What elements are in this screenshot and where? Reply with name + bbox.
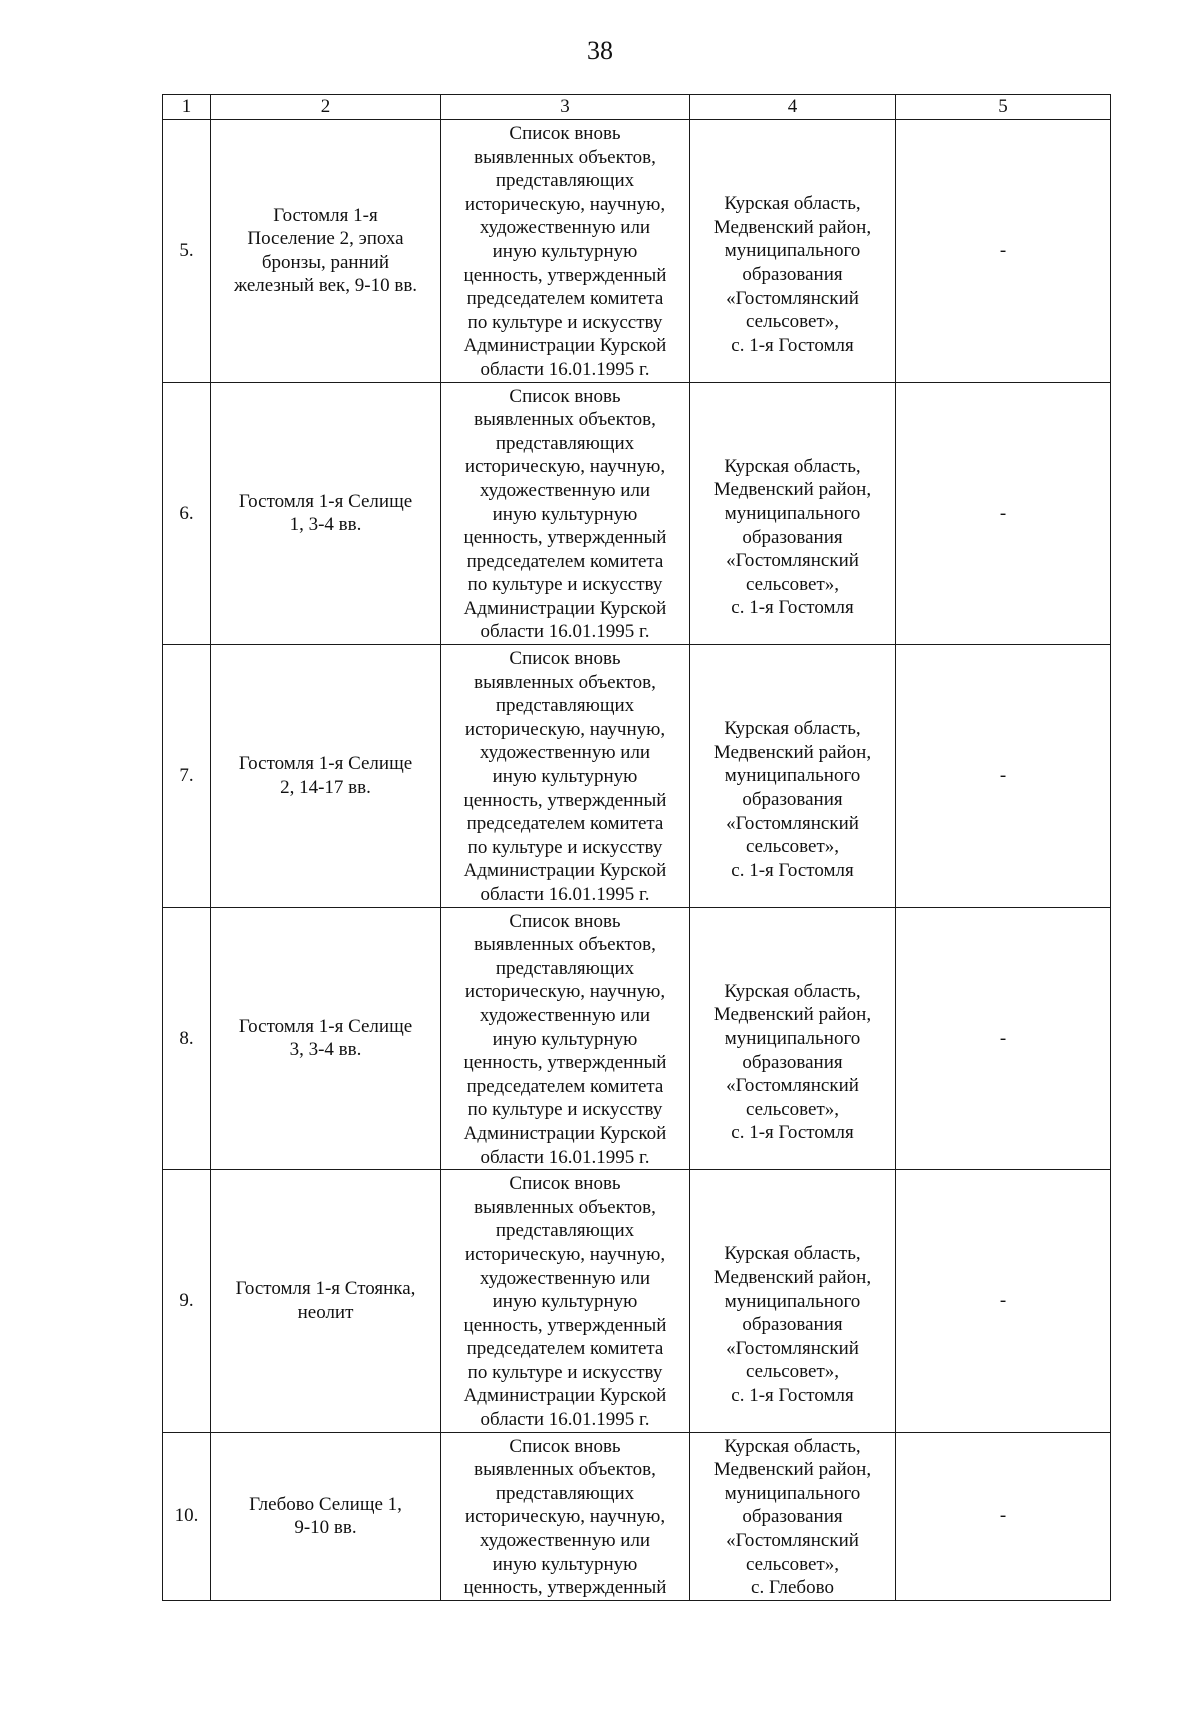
document-line: историческую, научную, xyxy=(464,981,666,1003)
heritage-objects-table xyxy=(162,94,1111,1601)
location-line: Курская область, xyxy=(724,980,861,1002)
column-header-location: 4 xyxy=(690,95,896,120)
location-line: Медвенский район, xyxy=(713,1459,872,1481)
object-name-line: Гостомля 1-я Селище xyxy=(238,1015,413,1037)
location-line: «Гостомлянский xyxy=(726,550,859,572)
location-line: с. 1-я Гостомля xyxy=(731,334,854,356)
document-line: ценность, утвержденный xyxy=(463,1577,667,1599)
document-line: выявленных объектов, xyxy=(474,146,656,168)
location-line: «Гостомлянский xyxy=(726,1530,859,1552)
table-row xyxy=(163,382,1111,645)
document-line: представляющих xyxy=(495,1220,635,1242)
document-line: историческую, научную, xyxy=(464,1506,666,1528)
location-line: Медвенский район, xyxy=(713,741,872,763)
object-name-line: 2, 14-17 вв. xyxy=(280,776,371,798)
document-line: Администрации Курской xyxy=(463,860,667,882)
object-name-line: 3, 3-4 вв. xyxy=(289,1039,362,1061)
location-line: Медвенский район, xyxy=(713,479,872,501)
location-line: образования xyxy=(742,1051,843,1073)
document-line: Список вновь xyxy=(509,123,621,144)
document-line: председателем комитета xyxy=(466,288,664,310)
document-line: области 16.01.1995 г. xyxy=(480,358,650,380)
document-line: историческую, научную, xyxy=(464,456,666,478)
location-line: с. 1-я Гостомля xyxy=(731,1384,854,1406)
location-line: с. 1-я Гостомля xyxy=(731,859,854,881)
document-line: представляющих xyxy=(495,432,635,454)
location-line: сельсовет», xyxy=(745,311,840,333)
column-header-document: 3 xyxy=(441,95,690,120)
location-cell xyxy=(690,1170,896,1433)
column-header-note: 5 xyxy=(896,95,1111,120)
document-line: Список вновь xyxy=(509,385,621,407)
location-line: муниципального xyxy=(724,1482,861,1504)
object-name-line: железный век, 9-10 вв. xyxy=(233,275,418,297)
document-line: представляющих xyxy=(495,1482,635,1504)
object-name-cell xyxy=(211,645,441,908)
location-line: Курская область, xyxy=(724,1243,861,1265)
location-line: сельсовет», xyxy=(745,573,840,595)
document-line: иную культурную xyxy=(492,766,638,788)
document-line: художественную или xyxy=(479,479,651,501)
object-name-cell xyxy=(211,1170,441,1433)
object-name-line: бронзы, ранний xyxy=(261,251,390,273)
object-name-cell xyxy=(211,1432,441,1600)
document-line: представляющих xyxy=(495,695,635,717)
document-line: художественную или xyxy=(479,1530,651,1552)
note-cell: - xyxy=(896,1170,1111,1433)
row-number: 5. xyxy=(163,120,211,383)
location-cell xyxy=(690,907,896,1170)
document-line: художественную или xyxy=(479,742,651,764)
location-line: Медвенский район, xyxy=(713,1004,872,1026)
location-line: образования xyxy=(742,1314,843,1336)
location-cell xyxy=(690,1432,896,1600)
document-line: председателем комитета xyxy=(466,813,664,835)
note-cell: - xyxy=(896,120,1111,383)
location-cell xyxy=(690,382,896,645)
location-line: «Гостомлянский xyxy=(726,287,859,309)
location-line: муниципального xyxy=(724,502,861,524)
location-line: «Гостомлянский xyxy=(726,812,859,834)
object-name-cell xyxy=(211,120,441,383)
document-line: выявленных объектов, xyxy=(474,1459,656,1481)
table-row xyxy=(163,907,1111,1170)
location-line: муниципального xyxy=(724,765,861,787)
document-line: области 16.01.1995 г. xyxy=(480,1409,650,1431)
document-line: выявленных объектов, xyxy=(474,671,656,693)
document-line: по культуре и искусству xyxy=(467,311,663,333)
document-line: области 16.01.1995 г. xyxy=(480,1146,650,1168)
table-row xyxy=(163,645,1111,908)
row-number: 8. xyxy=(163,907,211,1170)
document-line: области 16.01.1995 г. xyxy=(480,884,650,905)
location-line: образования xyxy=(742,789,843,811)
document-cell xyxy=(441,120,690,383)
location-line: «Гостомлянский xyxy=(726,1075,859,1097)
document-line: иную культурную xyxy=(492,1553,638,1575)
table-row xyxy=(163,1432,1111,1600)
document-line: представляющих xyxy=(495,957,635,979)
note-cell: - xyxy=(896,907,1111,1170)
document-line: по культуре и искусству xyxy=(467,1099,663,1121)
table-row xyxy=(163,1170,1111,1433)
document-line: по культуре и искусству xyxy=(467,836,663,858)
table-row xyxy=(163,120,1111,383)
location-cell xyxy=(690,120,896,383)
object-name-line: Гостомля 1-я Стоянка, xyxy=(235,1278,416,1300)
column-header-name: 2 xyxy=(211,95,441,120)
note-cell: - xyxy=(896,1432,1111,1600)
document-line: выявленных объектов, xyxy=(474,934,656,956)
document-cell xyxy=(441,907,690,1170)
document-line: художественную или xyxy=(479,1004,651,1026)
location-line: Курская область, xyxy=(724,1435,861,1457)
document-line: художественную или xyxy=(479,217,651,239)
document-line: иную культурную xyxy=(492,1291,638,1313)
object-name-line: Гостомля 1-я xyxy=(273,204,378,226)
document-line: Администрации Курской xyxy=(463,597,667,619)
object-name-line: неолит xyxy=(297,1301,354,1323)
document-line: Список вновь xyxy=(509,1435,621,1457)
document-line: Администрации Курской xyxy=(463,335,667,357)
object-name-line: Глебово Селище 1, xyxy=(249,1493,402,1515)
object-name-cell xyxy=(211,907,441,1170)
location-line: Медвенский район, xyxy=(713,1266,872,1288)
document-cell xyxy=(441,1170,690,1433)
object-name-line: Гостомля 1-я Селище xyxy=(238,490,413,512)
location-cell xyxy=(690,645,896,908)
page-number: 38 xyxy=(587,36,613,65)
location-line: сельсовет», xyxy=(745,1098,840,1120)
document-line: иную культурную xyxy=(492,1028,638,1050)
location-line: сельсовет», xyxy=(745,1361,840,1383)
location-line: муниципального xyxy=(724,1290,861,1312)
document-line: председателем комитета xyxy=(466,550,664,572)
location-line: образования xyxy=(742,526,843,548)
location-line: с. Глебово xyxy=(751,1577,834,1599)
location-line: Курская область, xyxy=(724,455,861,477)
document-line: иную культурную xyxy=(492,240,638,262)
location-line: «Гостомлянский xyxy=(726,1337,859,1359)
location-line: Медвенский район, xyxy=(713,216,872,238)
document-line: иную культурную xyxy=(492,503,638,525)
document-line: Список вновь xyxy=(509,1173,621,1195)
note-cell: - xyxy=(896,382,1111,645)
document-line: выявленных объектов, xyxy=(474,409,656,431)
note-cell: - xyxy=(896,645,1111,908)
document-line: ценность, утвержденный xyxy=(463,1052,667,1074)
document-line: историческую, научную, xyxy=(464,718,666,740)
document-cell xyxy=(441,1432,690,1600)
document-line: по культуре и искусству xyxy=(467,574,663,596)
location-line: с. 1-я Гостомля xyxy=(731,597,854,619)
document-line: ценность, утвержденный xyxy=(463,264,667,286)
column-header-number: 1 xyxy=(163,95,211,120)
row-number: 9. xyxy=(163,1170,211,1433)
object-name-cell xyxy=(211,382,441,645)
document-line: по культуре и искусству xyxy=(467,1361,663,1383)
document-line: ценность, утвержденный xyxy=(463,527,667,549)
document-line: председателем комитета xyxy=(466,1338,664,1360)
document-line: Администрации Курской xyxy=(463,1385,667,1407)
document-line: ценность, утвержденный xyxy=(463,789,667,811)
document-cell xyxy=(441,645,690,908)
document-line: ценность, утвержденный xyxy=(463,1314,667,1336)
document-line: Список вновь xyxy=(509,648,621,670)
location-line: муниципального xyxy=(724,240,861,262)
document-line: художественную или xyxy=(479,1267,651,1289)
object-name-line: 1, 3-4 вв. xyxy=(289,514,362,536)
location-line: сельсовет», xyxy=(745,1553,840,1575)
document-line: области 16.01.1995 г. xyxy=(480,621,650,643)
location-line: Курская область, xyxy=(724,193,861,215)
location-line: сельсовет», xyxy=(745,836,840,858)
location-line: муниципального xyxy=(724,1027,861,1049)
document-line: Администрации Курской xyxy=(463,1122,667,1144)
location-line: с. 1-я Гостомля xyxy=(731,1122,854,1144)
row-number: 7. xyxy=(163,645,211,908)
object-name-line: Поселение 2, эпоха xyxy=(247,228,404,250)
table-header-row xyxy=(163,95,1111,120)
document-line: историческую, научную, xyxy=(464,1243,666,1265)
row-number: 6. xyxy=(163,382,211,645)
document-cell xyxy=(441,382,690,645)
object-name-line: Гостомля 1-я Селище xyxy=(238,753,413,775)
document-line: историческую, научную, xyxy=(464,193,666,215)
document-line: Список вновь xyxy=(509,910,621,932)
document-line: представляющих xyxy=(495,170,635,192)
location-line: образования xyxy=(742,1506,843,1528)
location-line: Курская область, xyxy=(724,718,861,740)
document-line: выявленных объектов, xyxy=(474,1196,656,1218)
row-number: 10. xyxy=(163,1432,211,1600)
document-line: председателем комитета xyxy=(466,1075,664,1097)
object-name-line: 9-10 вв. xyxy=(294,1517,357,1539)
location-line: образования xyxy=(742,263,843,285)
